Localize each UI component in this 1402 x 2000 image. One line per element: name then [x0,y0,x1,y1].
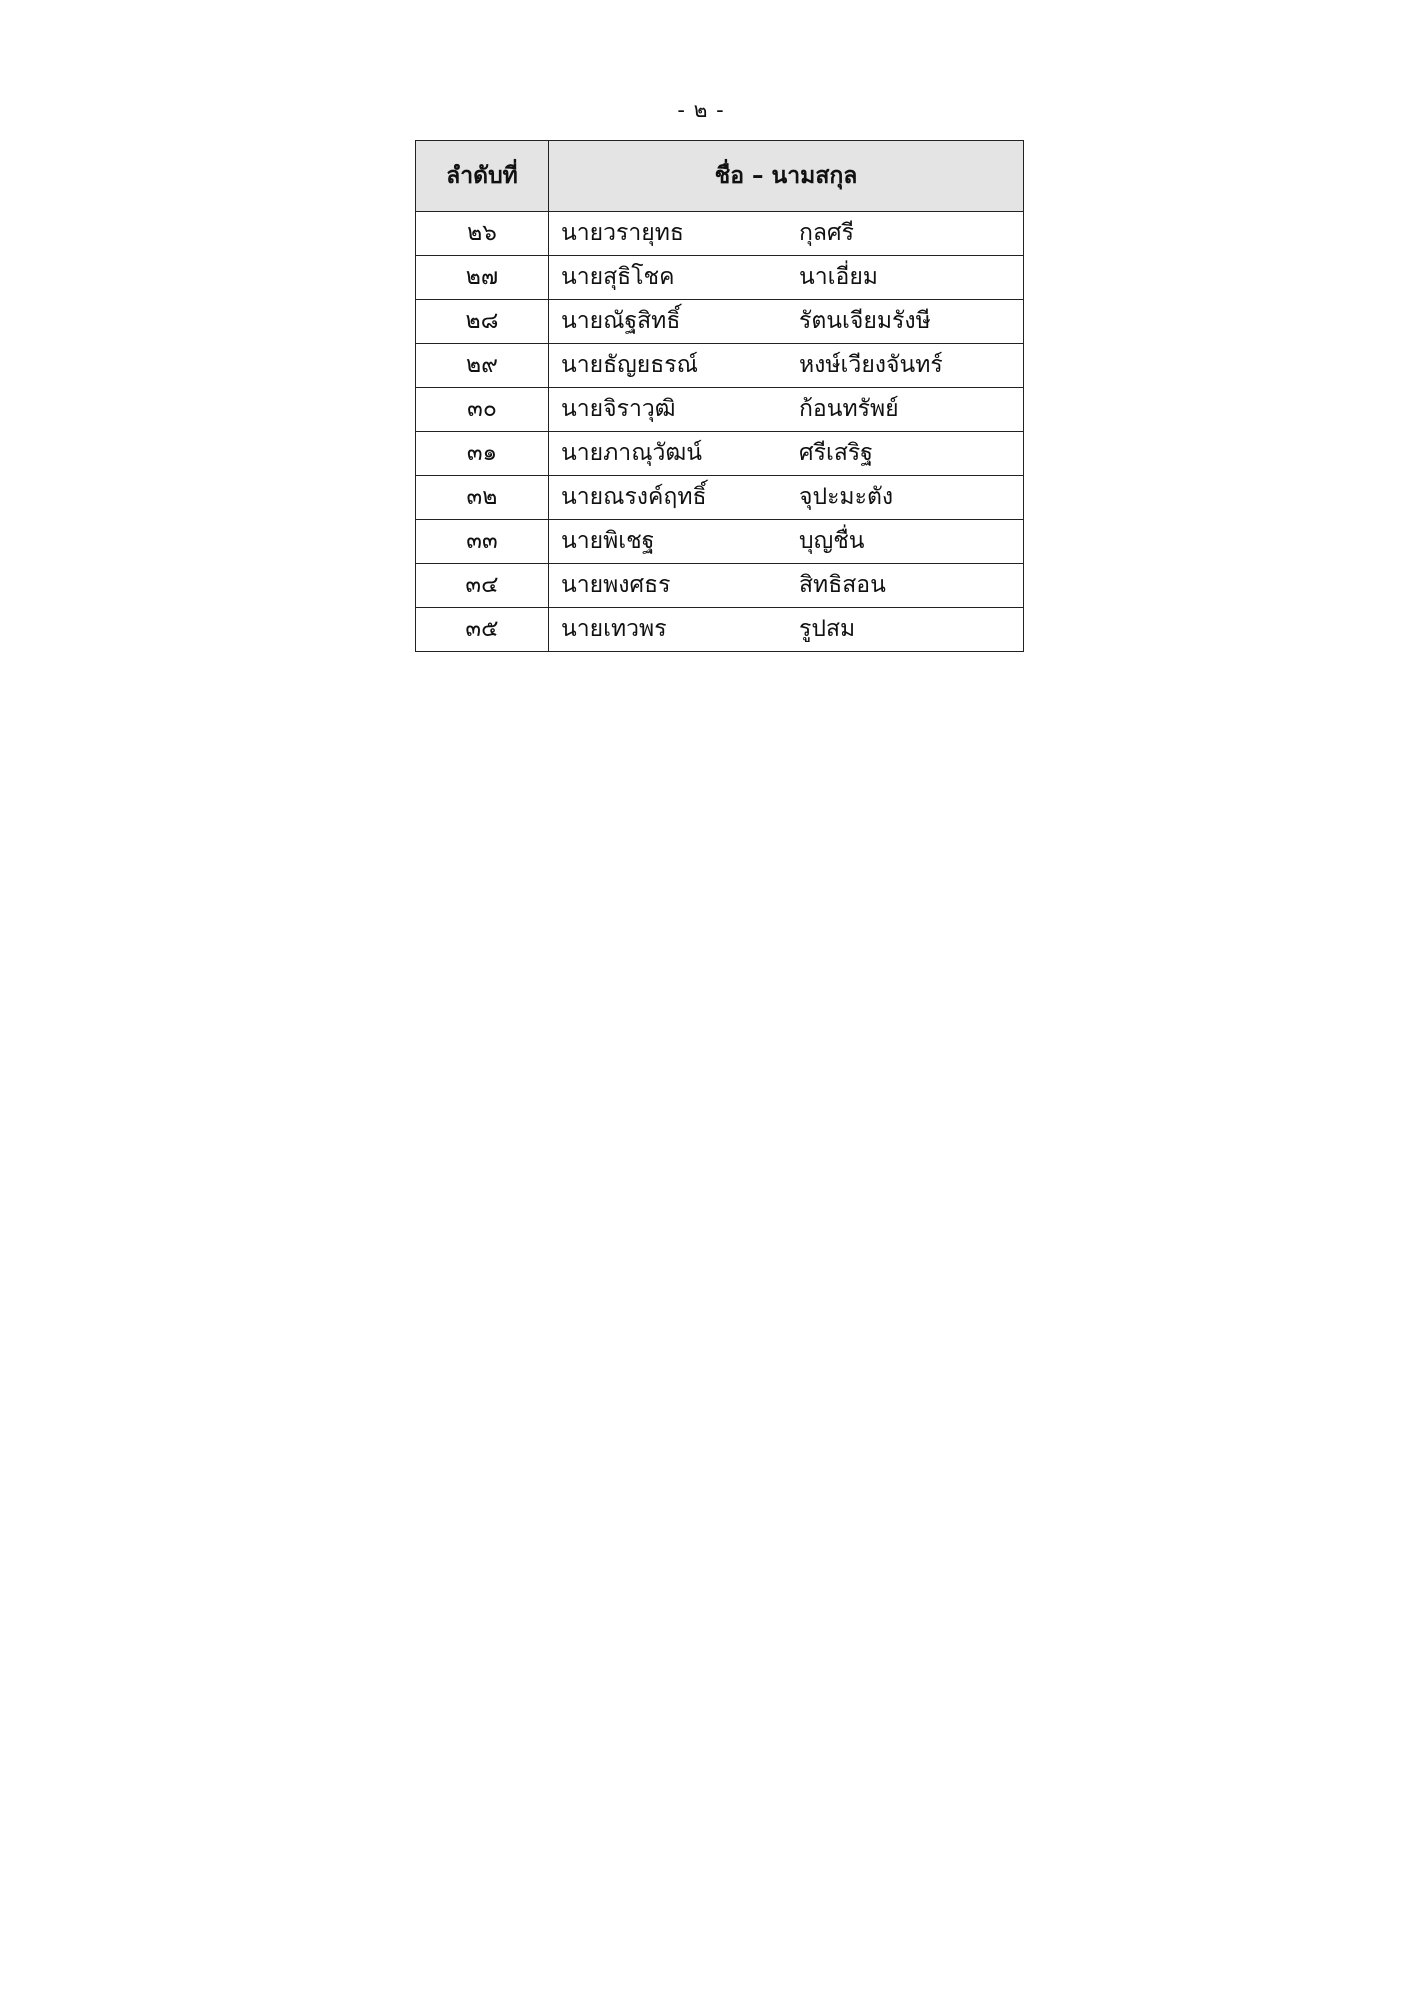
family-name: ก้อนทรัพย์ [799,396,899,422]
header-sequence: ลำดับที่ [416,141,549,212]
given-name: นายวรายุทธ [561,220,684,246]
table-row [416,520,1024,564]
sequence-cell: ๓๕ [416,608,549,652]
sequence-cell: ๓๔ [416,564,549,608]
family-name: กุลศรี [799,220,854,246]
family-name: ศรีเสริฐ [799,440,873,466]
family-name: รัตนเจียมรังษี [799,308,931,334]
family-name: หงษ์เวียงจันทร์ [799,352,943,378]
header-row [416,141,1024,212]
given-name: นายภาณุวัฒน์ [561,440,702,466]
name-cell [549,344,1024,388]
sequence-cell: ๒๙ [416,344,549,388]
name-cell [549,300,1024,344]
name-cell [549,608,1024,652]
name-cell [549,476,1024,520]
table-row [416,212,1024,256]
table-row [416,344,1024,388]
given-name: นายสุธิโชค [561,264,675,290]
given-name: นายณัฐสิทธิ์ [561,308,681,334]
name-cell [549,432,1024,476]
name-cell [549,388,1024,432]
page-number: - ๒ - [677,98,725,122]
family-name: สิทธิสอน [799,572,886,598]
name-cell [549,564,1024,608]
table-row [416,256,1024,300]
table-body [416,212,1024,652]
family-name: นาเอี่ยม [799,264,878,290]
sequence-cell: ๓๒ [416,476,549,520]
name-cell [549,212,1024,256]
sequence-cell: ๓๐ [416,388,549,432]
sequence-cell: ๒๖ [416,212,549,256]
given-name: นายพิเชฐ [561,528,655,554]
sequence-cell: ๓๓ [416,520,549,564]
header-full-name: ชื่อ – นามสกุล [549,141,1024,212]
sequence-cell: ๒๘ [416,300,549,344]
sequence-cell: ๒๗ [416,256,549,300]
given-name: นายพงศธร [561,572,671,598]
given-name: นายจิราวุฒิ [561,396,676,422]
name-cell [549,520,1024,564]
table-row [416,476,1024,520]
sequence-cell: ๓๑ [416,432,549,476]
table-row [416,432,1024,476]
name-list-table [415,140,1024,652]
family-name: บุญชื่น [799,528,865,554]
name-cell [549,256,1024,300]
table-row [416,388,1024,432]
given-name: นายณรงค์ฤทธิ์ [561,484,707,510]
given-name: นายธัญยธรณ์ [561,352,698,378]
family-name: จุปะมะตัง [799,484,894,510]
family-name: รูปสม [799,616,856,642]
table-row [416,608,1024,652]
table-row [416,300,1024,344]
table-row [416,564,1024,608]
given-name: นายเทวพร [561,616,667,642]
